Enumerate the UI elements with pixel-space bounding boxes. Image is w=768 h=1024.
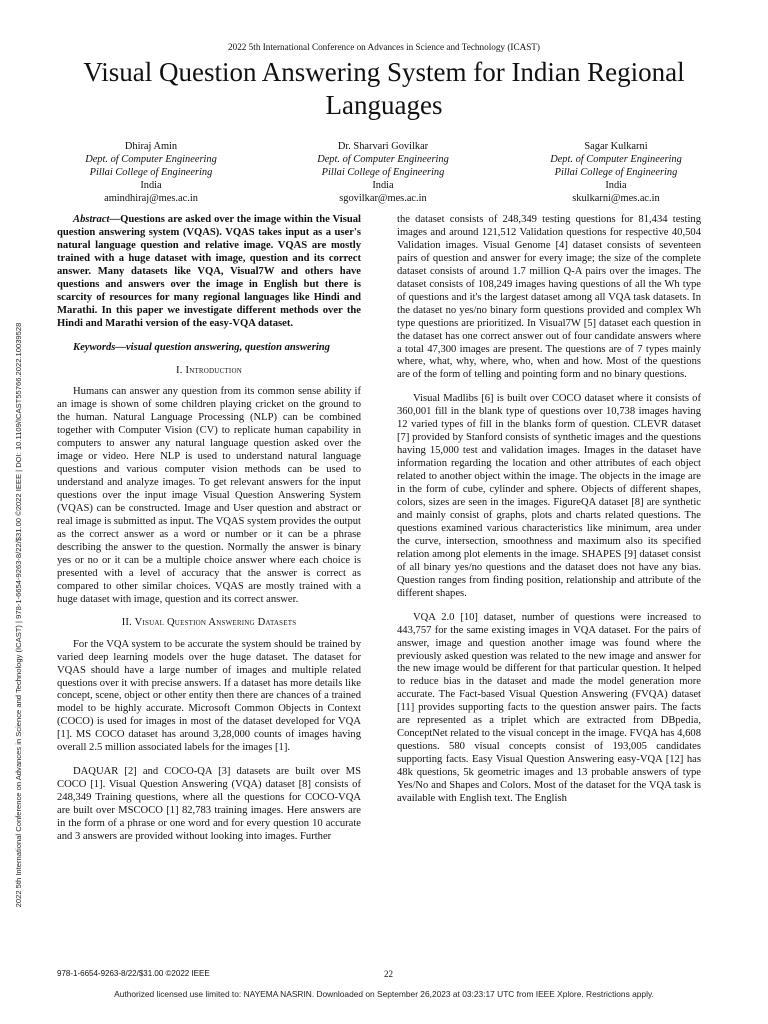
paragraph: VQA 2.0 [10] dataset, number of questions were increased to 443,757 for the same existing images in VQA dataset. For the pairs of answer, image and question another image was found where the previously asked question was related to the new image and answer for the new image would be different for that particular question. It helped to reduce bias in the dataset and made the model generation more accurate. The Fact-based Visual Question Answering (FVQA) dataset [11] provides supporting facts to the question answer pairs. The facts are represented as a triplet which are extracted from DBpedia, ConceptNet related to the visual concept in the image. FVQA has 4,608 questions. 580 visual concepts consist of 193,005 candidates supporting facts. Easy Visual Question Answering easy-VQA [12] has 48k questions, 5k geometric images and 13 probable answers of type Yes/No and Shapes and Colors. Most of the dataset for the VQA task is available with English text. The English	[397, 611, 701, 804]
abstract-text: —Questions are asked over the image within the Visual question answering system (VQAS). VQAS takes input as a user's natural language question and relative image. VQAS are mostly trained with a huge dataset with image, question and its correct answer. Many datasets like VQA, Visual7W and others have questions and answers over the image in English but there is scarcity of resources for many regional languages like Hindi and Marathi. In this paper we investigate different methods over the Hindi and Marathi version of the easy-VQA dataset.	[57, 214, 361, 329]
paragraph: Visual Madlibs [6] is built over COCO dataset where it consists of 360,001 fill in the blank type of questions over 10,738 images having 12 varied types of fill in the blanks form of question. CLEVR dataset [7] provided by Stanford consists of synthetic images and the questions having 15,000 test and validation images. Images in the dataset have information regarding the location and other attributes of each object related to another object within the image. The objects in the image are in the form of cube, cylinder and sphere. Objects of different shapes, colors, sizes are seen in the images. FigureQA dataset [8] are synthetic and mainly consist of graphs, plots and charts related questions. The questions examined various characteristics like minimum, area under the curve, intersection, smoothness and maximum also its specified relation among plot elements in the image. SHAPES [9] dataset consist of all binary yes/no questions and the dataset does not have any bias. Question ranges from finding position, relationship and attribute of the different shapes.	[397, 393, 701, 599]
author-block-3	[501, 140, 731, 205]
author-country: India	[372, 180, 394, 191]
abstract-lead: Abstract	[73, 214, 110, 225]
author-dept: Dept. of Computer Engineering	[550, 154, 682, 165]
author-college: Pillai College of Engineering	[554, 167, 678, 178]
author-dept: Dept. of Computer Engineering	[85, 154, 217, 165]
section-heading-introduction: I. Introduction	[176, 364, 242, 376]
left-column	[57, 214, 361, 844]
footer-copyright: 978-1-6654-9263-8/22/$31.00 ©2022 IEEE	[57, 969, 210, 978]
author-name: Dr. Sharvari Govilkar	[337, 141, 429, 152]
author-dept: Dept. of Computer Engineering	[317, 154, 449, 165]
paper-title: Visual Question Answering System for Indian Regional Languages	[83, 57, 685, 120]
right-column	[397, 214, 701, 806]
author-country: India	[140, 180, 162, 191]
author-name: Sagar Kulkarni	[584, 141, 648, 152]
author-country: India	[605, 180, 627, 191]
author-email: sgovilkar@mes.ac.in	[339, 193, 427, 204]
side-citation-text: 2022 5th International Conference on Advances in Science and Technology (ICAST) | 978-1-6654-9263-8/22/$31.00 ©2022 IEEE | DOI: 10.1109/ICAST55766.2022.10039528	[14, 322, 23, 908]
page-number: 22	[384, 969, 393, 979]
section-heading-datasets: II. Visual Question Answering Datasets	[121, 616, 297, 628]
conference-header: 2022 5th International Conference on Advances in Science and Technology (ICAST)	[228, 42, 540, 52]
author-block-1	[36, 140, 266, 205]
paragraph: DAQUAR [2] and COCO-QA [3] datasets are built over MS COCO [1]. Visual Question Answering (VQA) dataset [8] consists of 248,349 Training questions, where all the questions for COCO-VQA are built over MSCOCO [1] 82,783 training images. Here answers are in the form of a phrase or one word and for every question 10 accurate and 3 answers are provided without looking into images. Further	[57, 766, 361, 842]
author-email: amindhiraj@mes.ac.in	[104, 193, 198, 204]
paragraph: For the VQA system to be accurate the system should be trained by varied deep learning models over the huge dataset. The dataset for VQAS should have a large number of images and multiple related questions over it with precise answers. If a dataset has more details like concept, scene, object or other entity then there are chances of a trained model to be highly accurate. Microsoft Common Objects in Context (COCO) is used for images in most of the dataset developed for VQA [1]. MS COCO dataset has around 3,28,000 counts of images having overall 2.5 million associated labels for the images [1].	[57, 638, 361, 754]
author-email: skulkarni@mes.ac.in	[572, 193, 660, 204]
author-name: Dhiraj Amin	[124, 141, 178, 152]
paragraph: Humans can answer any question from its common sense ability if an image is shown of some children playing cricket on the ground to the human. Natural Language Processing (NLP) can be combined together with Computer Vision (CV) to replicate human capability in computers to answer any natural language question asked over the image or video. Here NLP is used to understand natural language questions and various computer vision methods can be used to understand and analyze images. To get relevant answers for the input questions over the input image Visual Question Answering System (VQAS) can be constructed. Image and User question and abstract or real image is submitted as input. The VQAS system provides the output as the correct answer as a word or number or it can be a phrase describing the answer to the question. Normally the answer is binary yes or no or it can be a multiple choice answer where each choice is presented with a level of accuracy that the answer is correct as compared to other similar choices. VQAS are mostly trained with a huge dataset with image, question and its correct answer.	[57, 386, 361, 605]
keywords: Keywords—visual question answering, question answering	[73, 341, 330, 353]
paragraph: the dataset consists of 248,349 testing questions for 81,434 testing images and around 121,512 Validation questions for respective 40,504 Validation images. Visual Genome [4] dataset consists of seventeen pairs of question and answer for every image; the size of the complete dataset consists of around 1.7 million Q-A pairs over the images. The dataset consists of 108,249 images having questions of all the Wh type of questions and it's the largest dataset among all VQA task datasets. In the dataset no yes/no binary form questions provided and complex Wh type questions are prioritized. In Visual7W [5] dataset each question in the dataset has one correct answer out of four candidate answers where a total 47,300 images are present. The questions are of 7 types mainly where, what, why, where, who, when and how. Most of the questions are of the form of telling and pointing form and no binary questions.	[397, 214, 701, 381]
author-block-2	[268, 140, 498, 205]
author-college: Pillai College of Engineering	[321, 167, 445, 178]
abstract	[57, 214, 361, 331]
author-college: Pillai College of Engineering	[89, 167, 213, 178]
authorized-use-notice: Authorized licensed use limited to: NAYEMA NASRIN. Downloaded on September 26,2023 at 03:23:17 UTC from IEEE Xplore. Restrictions apply.	[114, 989, 654, 999]
